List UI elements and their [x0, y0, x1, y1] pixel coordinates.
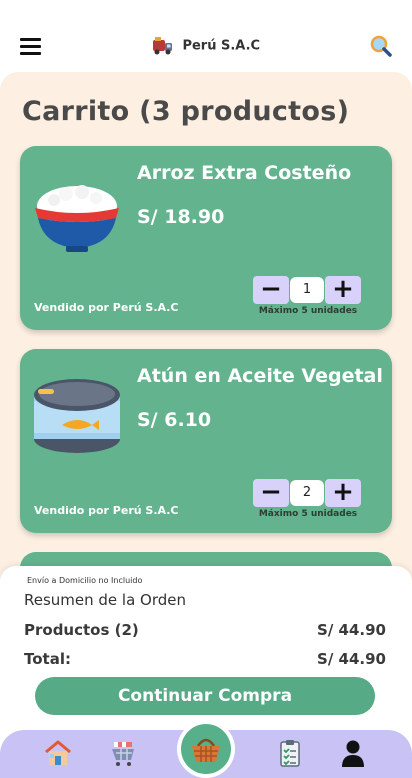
app-header — [0, 0, 412, 72]
quantity-stepper — [253, 479, 363, 507]
max-units-note: Máximo 5 unidades — [258, 509, 358, 519]
quantity-value[interactable]: 2 — [290, 480, 324, 506]
quantity-stepper — [253, 276, 363, 304]
search-icon[interactable] — [370, 35, 392, 57]
decrease-quantity-button[interactable]: − — [253, 479, 289, 507]
total-value: S/ 44.90 — [317, 650, 386, 668]
delivery-truck-icon — [152, 36, 174, 56]
product-name: Arroz Extra Costeño — [137, 162, 352, 184]
products-value: S/ 44.90 — [317, 621, 386, 639]
cart-nav-button[interactable] — [177, 720, 235, 778]
rice-bowl-icon — [32, 168, 122, 258]
decrease-quantity-button[interactable]: − — [253, 276, 289, 304]
brand — [0, 36, 412, 56]
continue-purchase-button[interactable]: Continuar Compra — [35, 677, 375, 715]
product-price: S/ 18.90 — [137, 206, 225, 228]
clipboard-list-icon[interactable] — [275, 738, 305, 768]
max-units-note: Máximo 5 unidades — [258, 306, 358, 316]
increase-quantity-button[interactable]: + — [325, 479, 361, 507]
basket-icon — [189, 732, 223, 766]
store-cart-icon[interactable] — [108, 738, 138, 768]
product-price: S/ 6.10 — [137, 409, 212, 431]
home-icon[interactable] — [43, 738, 73, 768]
cart-item — [20, 349, 392, 533]
page-title: Carrito (3 productos) — [22, 96, 350, 127]
increase-quantity-button[interactable]: + — [325, 276, 361, 304]
product-name: Atún en Aceite Vegetal — [137, 365, 383, 387]
shipping-note: Envío a Domicilio no Incluido — [27, 576, 143, 585]
user-icon[interactable] — [338, 738, 368, 768]
quantity-value[interactable]: 1 — [290, 277, 324, 303]
summary-title: Resumen de la Orden — [24, 591, 187, 609]
tuna-can-icon — [32, 371, 122, 461]
total-label: Total: — [24, 650, 71, 668]
products-label: Productos (2) — [24, 621, 139, 639]
brand-name: Perú S.A.C — [182, 38, 261, 54]
seller-label: Vendido por Perú S.A.C — [34, 301, 179, 314]
seller-label: Vendido por Perú S.A.C — [34, 504, 179, 517]
cart-item — [20, 146, 392, 330]
